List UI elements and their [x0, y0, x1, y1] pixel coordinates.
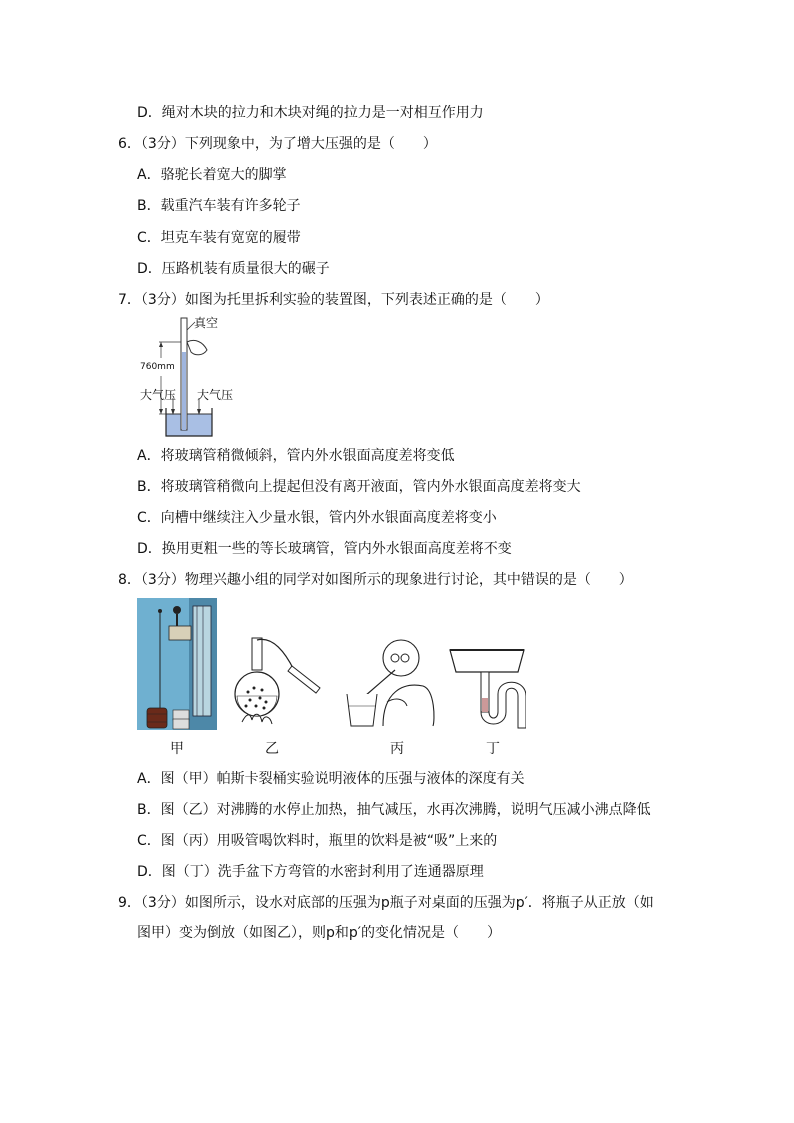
q8-option-c: C．图（丙）用吸管喝饮料时，瓶里的饮料是被“吸”上来的 [137, 833, 498, 849]
q8-option-d: D．图（丁）洗手盆下方弯管的水密封利用了连通器原理 [137, 864, 484, 880]
caption-bing: 丙 [390, 741, 404, 757]
q8-option-b: B．图（乙）对沸腾的水停止加热，抽气减压，水再次沸腾，说明气压减小沸点降低 [137, 802, 651, 818]
q7-option-d: D．换用更粗一些的等长玻璃管，管内外水银面高度差将不变 [137, 541, 512, 557]
q6-stem: 6．（3分）下列现象中，为了增大压强的是（ ） [118, 136, 437, 152]
caption-ding: 丁 [486, 741, 500, 757]
torricelli-figure [137, 312, 257, 442]
q9-stem-line1: 9．（3分）如图所示，设水对底部的压强为p瓶子对桌面的压强为p′．将瓶子从正放（如 [118, 895, 654, 911]
q7-option-b: B．将玻璃管稍微向上提起但没有离开液面，管内外水银面高度差将变大 [137, 479, 581, 495]
q9-stem-line2: 图甲）变为倒放（如图乙），则p和p′的变化情况是（ ） [137, 925, 501, 941]
q8-option-a: A．图（甲）帕斯卡裂桶实验说明液体的压强与液体的深度有关 [137, 771, 525, 787]
straw-drinking-diagram [343, 630, 438, 730]
atm-left-label: 大气压 [140, 388, 177, 402]
boiling-flask-figure [232, 630, 327, 730]
q6-option-a: A．骆驼长着宽大的脚掌 [137, 167, 287, 183]
q7-option-a: A．将玻璃管稍微倾斜，管内外水银面高度差将变低 [137, 448, 455, 464]
height-label: 760mm [140, 362, 175, 372]
q7-stem: 7．（3分）如图为托里拆利实验的装置图，下列表述正确的是（ ） [118, 292, 549, 308]
q6-option-d: D．压路机装有质量很大的碾子 [137, 261, 330, 277]
q7-option-c: C．向槽中继续注入少量水银，管内外水银面高度差将变小 [137, 510, 497, 526]
atm-right-label: 大气压 [197, 388, 234, 402]
pascal-barrel-figure [137, 598, 217, 730]
caption-jia: 甲 [170, 741, 184, 757]
q6-option-b: B．载重汽车装有许多轮子 [137, 198, 301, 214]
q5-option-d: D．绳对木块的拉力和木块对绳的拉力是一对相互作用力 [137, 105, 484, 121]
sink-trap-diagram [448, 646, 526, 730]
vacuum-label: 真空 [194, 316, 219, 330]
sink-trap-figure [448, 646, 526, 730]
straw-drinking-figure [343, 630, 438, 730]
q8-stem: 8．（3分）物理兴趣小组的同学对如图所示的现象进行讨论，其中错误的是（ ） [118, 572, 633, 588]
pascal-barrel-diagram [137, 598, 217, 730]
caption-yi: 乙 [265, 741, 279, 757]
q6-option-c: C．坦克车装有宽宽的履带 [137, 230, 301, 246]
torricelli-diagram [137, 312, 257, 442]
boiling-flask-diagram [232, 630, 327, 730]
